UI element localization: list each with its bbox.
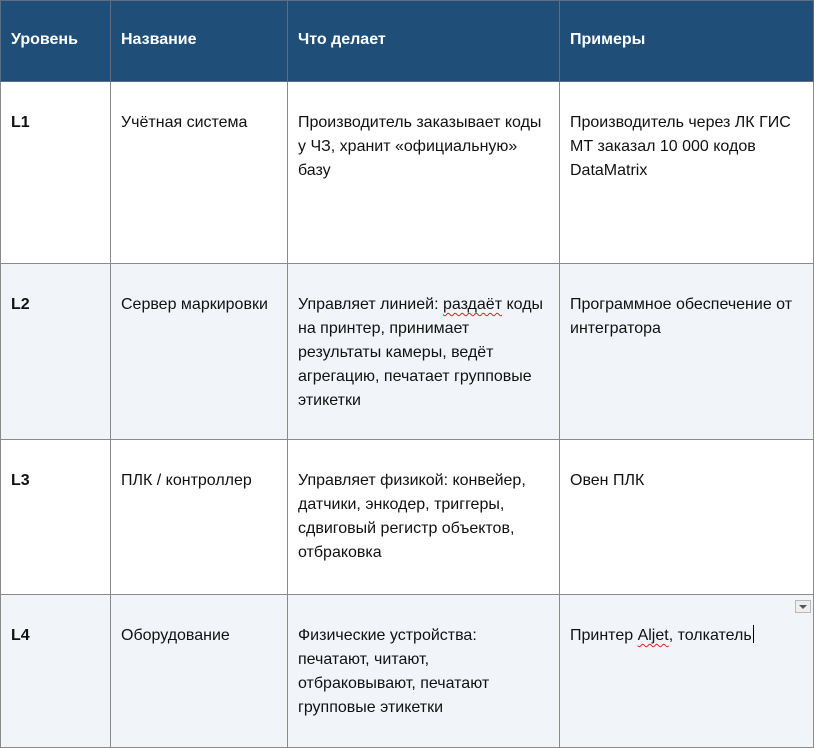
text-segment: Принтер: [570, 627, 638, 644]
table-row: [1, 440, 814, 595]
header-cell-level[interactable]: Уровень: [1, 1, 111, 82]
table-header-row: [1, 1, 814, 82]
cell-does[interactable]: Производитель заказывает коды у ЧЗ, хранит «официальную» базу: [288, 82, 560, 264]
cell-does[interactable]: Управляет физикой: конвейер, датчики, энкодер, триггеры, сдвиговый регистр объектов, отбраковка: [288, 440, 560, 595]
cell-level[interactable]: L3: [1, 440, 111, 595]
cell-does[interactable]: Физические устройства: печатают, читают, отбраковывают, печатают групповые этикетки: [288, 595, 560, 748]
cell-dropdown-button[interactable]: [795, 600, 811, 613]
spellcheck-flagged-word[interactable]: Aljet: [637, 627, 669, 644]
text-segment: Управляет линией:: [298, 296, 443, 313]
cell-name[interactable]: Оборудование: [111, 595, 288, 748]
cell-examples[interactable]: Программное обеспечение от интегратора: [560, 264, 814, 440]
table-row: [1, 264, 814, 440]
header-cell-examples[interactable]: Примеры: [560, 1, 814, 82]
cell-examples-editing[interactable]: [560, 595, 814, 748]
header-cell-name[interactable]: Название: [111, 1, 288, 82]
text-cursor: [753, 625, 754, 643]
text-segment: , толкатель: [668, 627, 752, 644]
table-row: [1, 82, 814, 264]
cell-name[interactable]: ПЛК / контроллер: [111, 440, 288, 595]
spellcheck-flagged-word[interactable]: раздаёт: [442, 296, 503, 313]
cell-level[interactable]: L1: [1, 82, 111, 264]
cell-examples[interactable]: Производитель через ЛК ГИС МТ заказал 10 000 кодов DataMatrix: [560, 82, 814, 264]
cell-level[interactable]: L2: [1, 264, 111, 440]
cell-examples[interactable]: Овен ПЛК: [560, 440, 814, 595]
table-row: [1, 595, 814, 748]
chevron-down-icon: [798, 604, 808, 610]
cell-name[interactable]: Учётная система: [111, 82, 288, 264]
header-cell-does[interactable]: Что делает: [288, 1, 560, 82]
cell-level[interactable]: L4: [1, 595, 111, 748]
cell-name[interactable]: Сервер маркировки: [111, 264, 288, 440]
text-segment: коды на принтер, принимает результаты камеры, ведёт агрегацию, печатает групповые этикетки: [298, 296, 544, 409]
cell-does[interactable]: [288, 264, 560, 440]
